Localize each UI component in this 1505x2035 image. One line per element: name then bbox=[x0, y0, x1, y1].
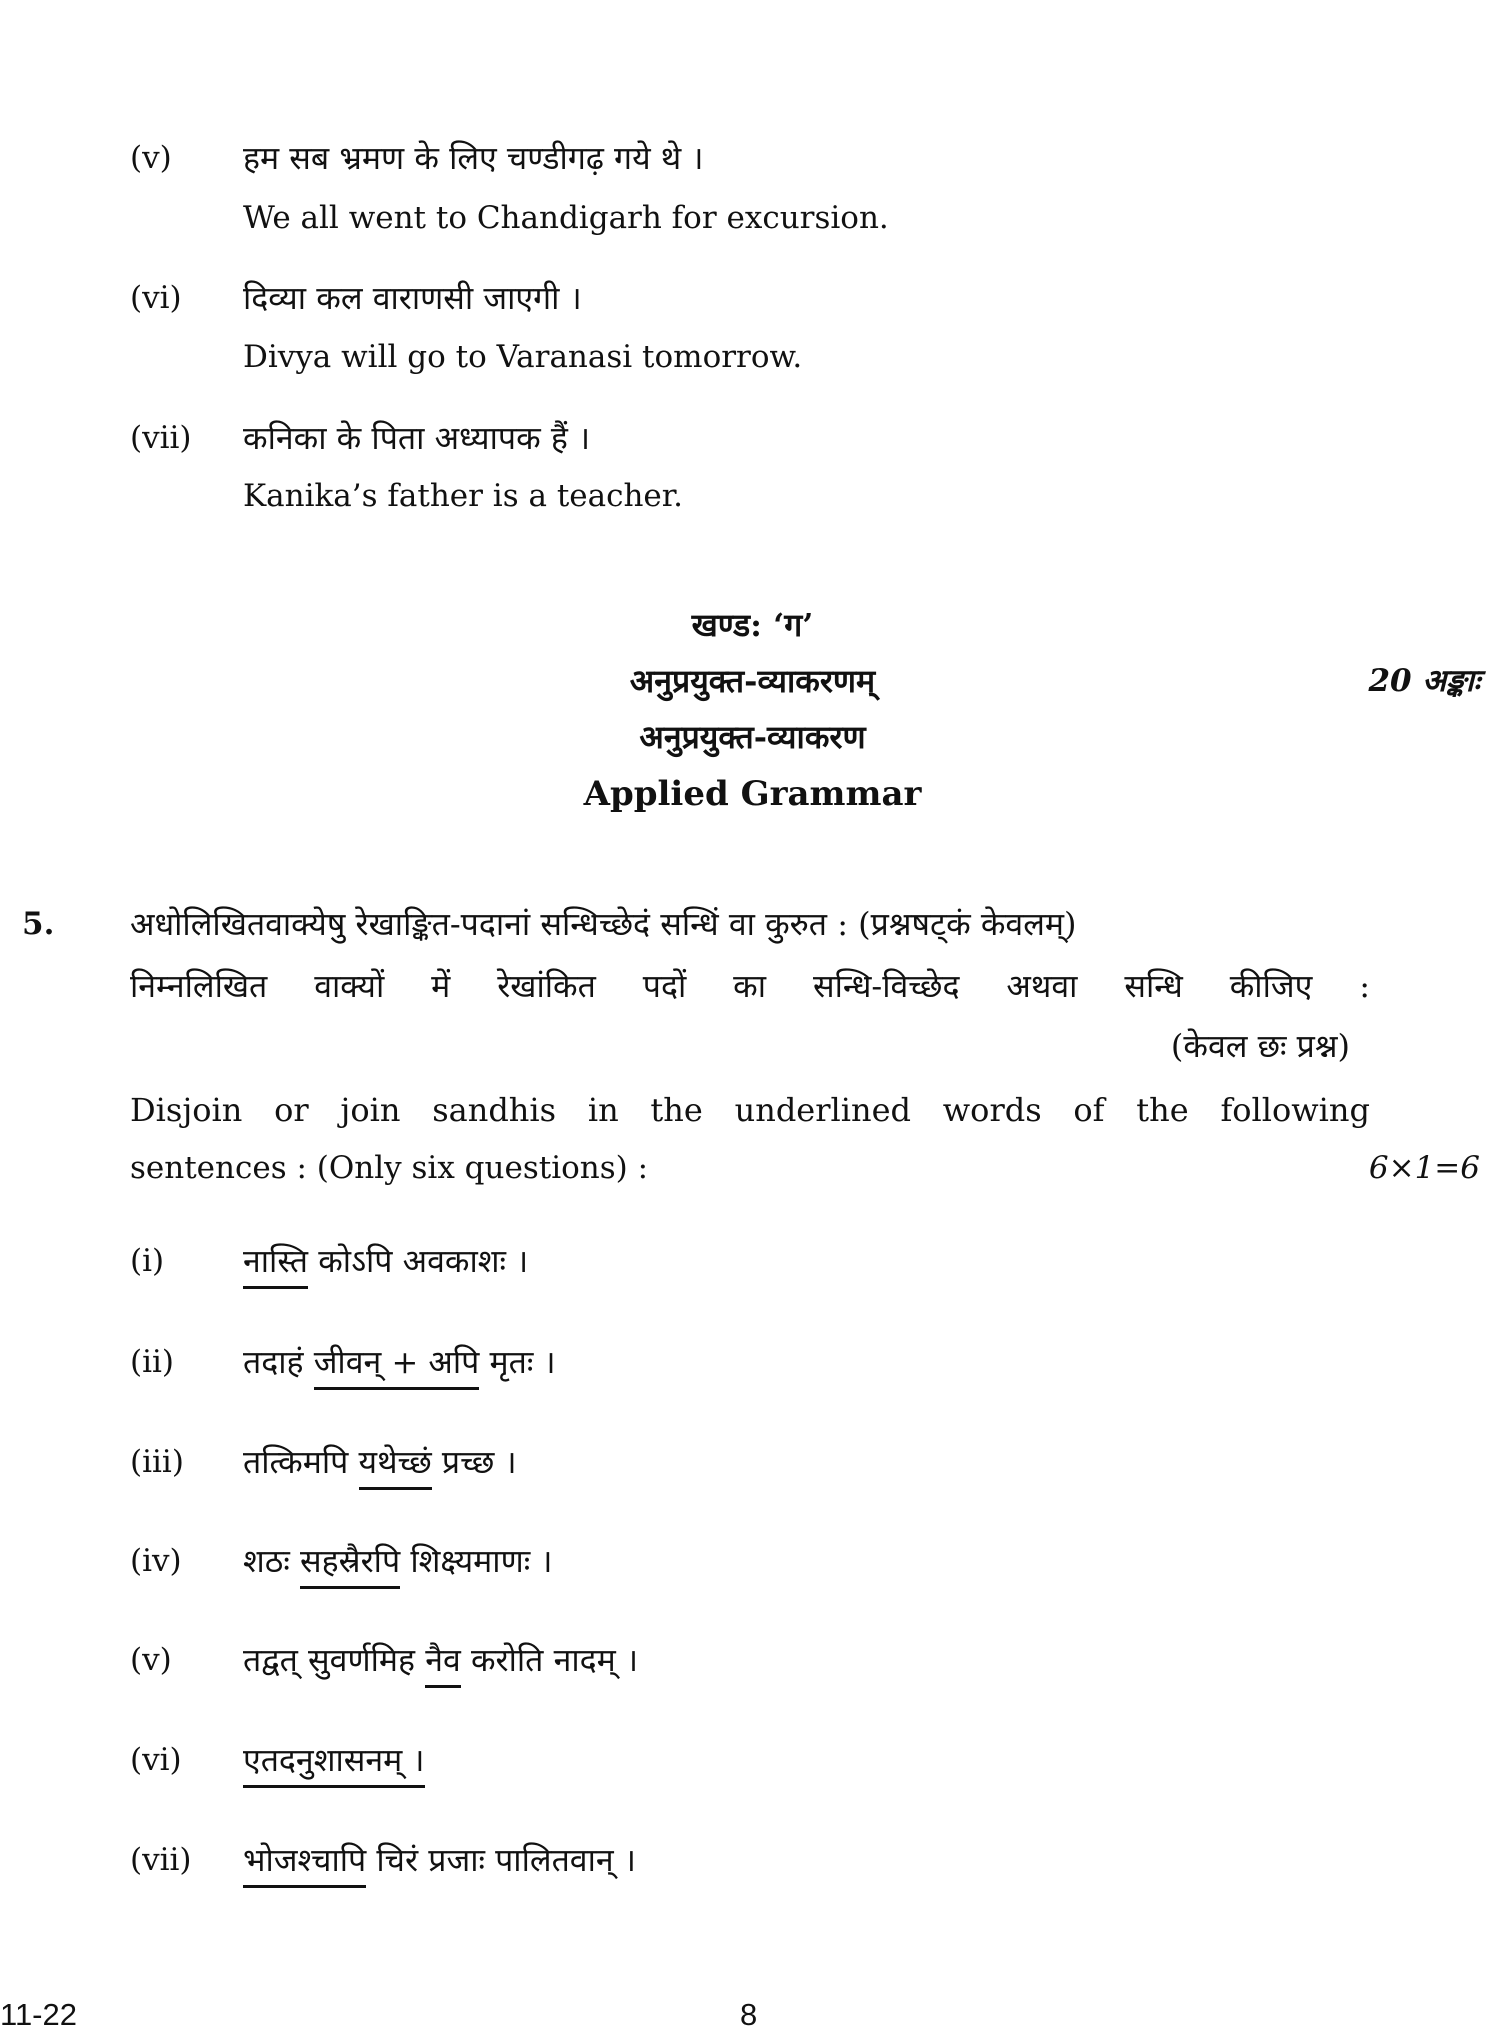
paper-code: 11-22 bbox=[0, 1997, 77, 2032]
english-sentence: Kanika’s father is a teacher. bbox=[243, 478, 684, 514]
question-english-line1: Disjoin or join sandhis in the underlined words of the following bbox=[130, 1091, 1370, 1129]
page-number: 8 bbox=[740, 1997, 758, 2032]
underlined-word: एतदनुशासनम् । bbox=[243, 1741, 425, 1788]
sentence-text: चिरं प्रजाः पालितवान् । bbox=[366, 1841, 636, 1879]
section-marks: 20 अङ्काः bbox=[1368, 663, 1480, 699]
item-label: (iii) bbox=[130, 1444, 184, 1480]
section-name: खण्ड: ‘ग’ bbox=[691, 606, 814, 644]
underlined-word: भोजश्चापि bbox=[243, 1841, 366, 1888]
sentence-text: तदाहं bbox=[243, 1343, 314, 1381]
sandhi-sentence bbox=[243, 1840, 636, 1880]
sentence-text: शिक्ष्यमाणः । bbox=[400, 1542, 553, 1580]
item-label: (vii) bbox=[130, 420, 192, 456]
sentence-text: करोति नादम् । bbox=[460, 1641, 639, 1679]
sentence-text: शठः bbox=[243, 1542, 300, 1580]
sentence-text: तद्वत् सुवर्णमिह bbox=[243, 1641, 426, 1679]
underlined-word: नास्ति bbox=[243, 1242, 308, 1289]
sandhi-sentence bbox=[243, 1342, 556, 1382]
underlined-word: यथेच्छं bbox=[359, 1443, 432, 1490]
underlined-word: जीवन् + अपि bbox=[314, 1343, 480, 1390]
sentence-text: मृतः । bbox=[479, 1343, 556, 1381]
sentence-text: प्रच्छ । bbox=[431, 1443, 517, 1481]
section-title-english: Applied Grammar bbox=[583, 774, 922, 814]
underlined-word: नैव bbox=[425, 1641, 461, 1688]
item-label: (vi) bbox=[130, 1742, 182, 1778]
item-label: (i) bbox=[130, 1243, 165, 1279]
question-hindi-note: (केवल छः प्रश्न) bbox=[1170, 1027, 1350, 1065]
sandhi-sentence bbox=[243, 1740, 425, 1780]
question-number: 5. bbox=[22, 906, 55, 942]
item-label: (vi) bbox=[130, 280, 182, 316]
english-sentence: We all went to Chandigarh for excursion. bbox=[243, 200, 889, 236]
item-label: (v) bbox=[130, 1642, 172, 1678]
section-title-sanskrit: अनुप्रयुक्त-व्याकरणम् bbox=[629, 662, 876, 700]
item-label: (ii) bbox=[130, 1344, 175, 1380]
english-sentence: Divya will go to Varanasi tomorrow. bbox=[243, 339, 803, 375]
sentence-text: कोऽपि अवकाशः । bbox=[308, 1242, 529, 1280]
sandhi-sentence bbox=[243, 1241, 528, 1281]
item-label: (vii) bbox=[130, 1842, 192, 1878]
hindi-sentence: दिव्या कल वाराणसी जाएगी । bbox=[243, 279, 582, 317]
section-title-hindi: अनुप्रयुक्त-व्याकरण bbox=[639, 718, 866, 756]
hindi-sentence: हम सब भ्रमण के लिए चण्डीगढ़ गये थे । bbox=[243, 139, 704, 177]
item-label: (v) bbox=[130, 140, 172, 176]
question-hindi: निम्नलिखित वाक्यों में रेखांकित पदों का सन्धि-विच्छेद अथवा सन्धि कीजिए : bbox=[130, 967, 1370, 1005]
question-marks: 6×1=6 bbox=[1368, 1150, 1480, 1186]
hindi-sentence: कनिका के पिता अध्यापक हैं । bbox=[243, 419, 591, 457]
sentence-text: तत्किमपि bbox=[243, 1443, 359, 1481]
sandhi-sentence bbox=[243, 1442, 517, 1482]
underlined-word: सहस्रैरपि bbox=[300, 1542, 400, 1589]
question-sanskrit: अधोलिखितवाक्येषु रेखाङ्कित-पदानां सन्धिच्छेदं सन्धिं वा कुरुत : (प्रश्नषट्कं केवलम्) bbox=[130, 905, 1077, 943]
sandhi-sentence bbox=[243, 1640, 638, 1680]
item-label: (iv) bbox=[130, 1543, 182, 1579]
sandhi-sentence bbox=[243, 1541, 553, 1581]
question-english-line2: sentences : (Only six questions) : bbox=[130, 1150, 649, 1186]
